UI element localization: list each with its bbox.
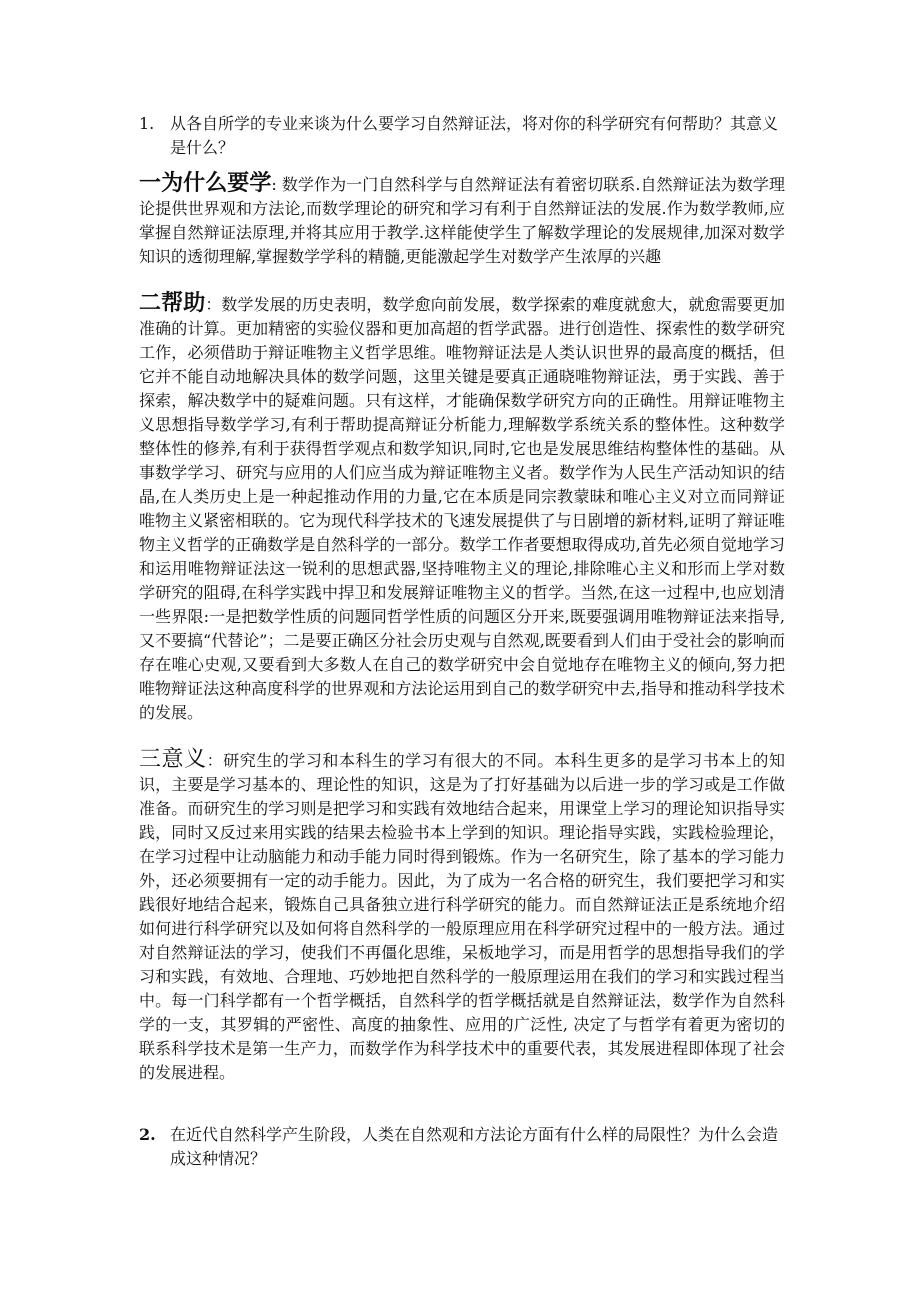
question-2-text: 在近代自然科学产生阶段，人类在自然观和方法论方面有什么样的局限性？为什么会造成这种情况？ (170, 1125, 779, 1168)
question-1 (139, 112, 785, 160)
section-significance (139, 748, 785, 1085)
section-significance-body: 研究生的学习和本科生的学习有很大的不同。本科生更多的是学习书本上的知识，主要是学习基本的、理论性的知识，这是为了打好基础为以后进一步的学习或是工作做准备。而研究生的学习则是把学习和实践有效地结合起来，用课堂上学习的理论知识指导实践，同时又反过来用实践的结果去检验书本上学到的知识。理论指导实践，实践检验理论，在学习过程中让动脑能力和动手能力同时得到锻炼。作为一名研究生，除了基本的学习能力外，还必须要拥有一定的动手能力。因此，为了成为一名合格的研究生，我们要把学习和实践很好地结合起来，锻炼自己具备独立进行科学研究的能力。而自然辩证法正是系统地介绍如何进行科学研究以及如何将自然科学的一般原理应用在科学研究过程中的一般方法。通过对自然辩证法的学习，使我们不再僵化思维，呆板地学习，而是用哲学的思想指导我们的学习和实践，有效地、合理地、巧妙地把自然科学的一般原理运用在我们的学习和实践过程当中。每一门科学都有一个哲学概括，自然科学的哲学概括就是自然辩证法，数学作为自然科学的一支，其罗辑的严密性、高度的抽象性、应用的广泛性, 决定了与哲学有着更为密切的联系科学技术是第一生产力，而数学作为科学技术中的重要代表，其发展进程即体现了社会的发展进程。 (139, 751, 785, 1082)
section-help-body: 数学发展的历史表明，数学愈向前发展，数学探索的难度就愈大，就愈需要更加准确的计算。更加精密的实验仪器和更加高超的哲学武器。进行创造性、探索性的数学研究工作，必须借助于辩证唯物主义哲学思维。唯物辩证法是人类认识世界的最高度的概括，但它并不能自动地解决具体的数学问题，这里关键是要真正通晓唯物辩证法，勇于实践、善于探索，解决数学中的疑难问题。只有这样，才能确保数学研究方向的正确性。用辩证唯物主义思想指导数学学习,有利于帮助提高辩证分析能力,理解数学系统关系的整体性。这种数学整体性的修养,有利于获得哲学观点和数学知识,同时,它也是发展思维结构整体性的基础。从事数学学习、研究与应用的人们应当成为辩证唯物主义者。数学作为人民生产活动知识的结晶,在人类历史上是一种起推动作用的力量,它在本质是同宗教蒙昧和唯心主义对立而同辩证唯物主义紧密相联的。它为现代科学技术的飞速发展提供了与日剧增的新材料,证明了辩证唯物主义哲学的正确数学是自然科学的一部分。数学工作者要想取得成功,首先必须自觉地学习和运用唯物辩证法这一锐利的思想武器,坚持唯物主义的理论,排除唯心主义和形而上学对数学研究的阻碍,在科学实践中捍卫和发展辩证唯物主义的哲学。当然,在这一过程中,也应划清一些界限:一是把数学性质的问题同哲学性质的问题区分开来,既要强调用唯物辩证法来指导,又不要搞“代替论”；二是要正确区分社会历史观与自然观,既要看到人们由于受社会的影响而存在唯心史观,又要看到大多数人在自己的数学研究中会自觉地存在唯物主义的倾向,努力把唯物辩证法这种高度科学的世界观和方法论运用到自己的数学研究中去,指导和推动科学技术的发展。 (139, 295, 785, 722)
section-why-study-heading: 一为什么要学 (139, 171, 272, 196)
section-significance-colon: ： (206, 751, 224, 770)
question-2-number: 2. (139, 1125, 156, 1144)
section-why-study-colon: : (271, 175, 277, 194)
question-1-number: 1. (139, 114, 155, 133)
question-1-text: 从各自所学的专业来谈为什么要学习自然辩证法，将对你的科学研究有何帮助？其意义是什么？ (170, 114, 779, 157)
section-why-study (139, 172, 785, 269)
section-help (139, 292, 785, 725)
section-why-study-body: 数学作为一门自然科学与自然辩证法有着密切联系.自然辩证法为数学理论提供世界观和方法论,而数学理论的研究和学习有利于自然辩证法的发展.作为数学教师,应掌握自然辩证法原理,并将其应用于教学.这样能使学生了解数学理论的发展规律,加深对数学知识的透彻理解,掌握数学学科的精髓,更能激起学生对数学产生浓厚的兴趣 (139, 175, 785, 266)
question-2 (139, 1123, 785, 1171)
section-help-colon: ： (205, 295, 222, 314)
section-help-heading: 二帮助 (139, 291, 206, 316)
section-significance-heading: 三意义 (139, 747, 207, 772)
